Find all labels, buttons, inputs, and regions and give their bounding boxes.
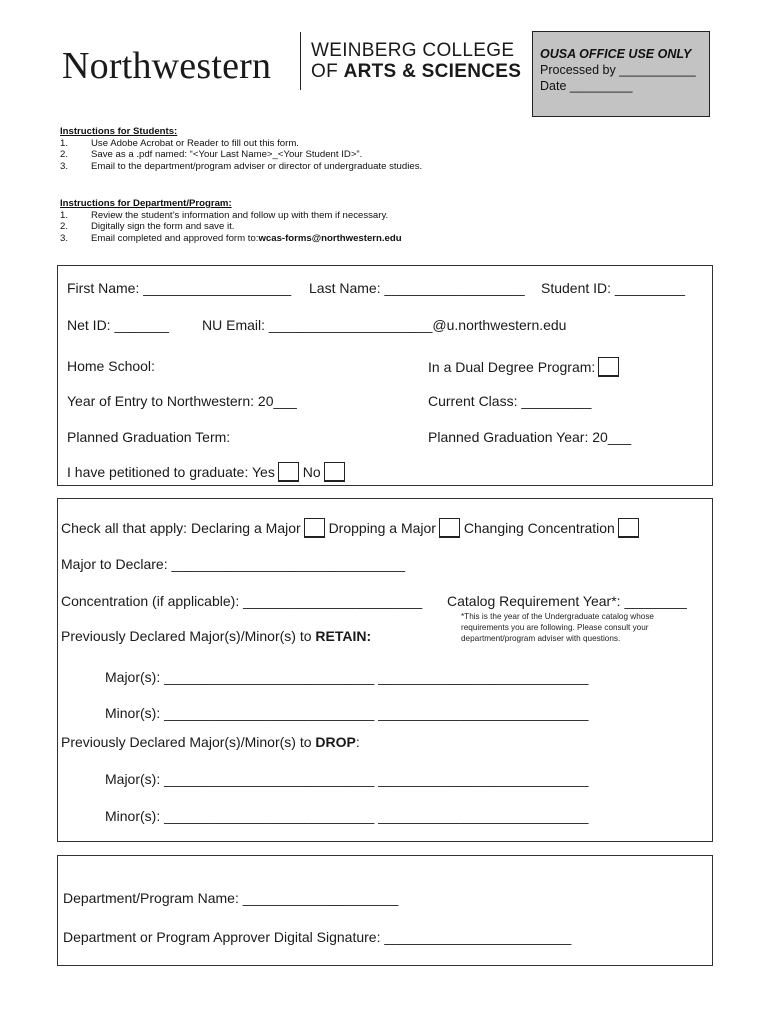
last-name-field[interactable]: Last Name: __________________ — [309, 280, 525, 296]
grad-year-field[interactable]: Planned Graduation Year: 20___ — [428, 429, 632, 445]
list-item: 3. Email completed and approved form to: wcas-forms@northwestern.edu — [60, 232, 402, 244]
dual-degree-field: In a Dual Degree Program: — [428, 357, 619, 377]
logo-line-2: OF ARTS & SCIENCES — [311, 61, 522, 82]
first-name-field[interactable]: First Name: ___________________ — [67, 280, 292, 296]
student-instructions — [60, 126, 422, 172]
wcas-email-link[interactable]: wcas-forms@northwestern.edu — [258, 232, 402, 244]
department-name-field[interactable]: Department/Program Name: ____________________ — [63, 890, 399, 906]
dropping-major-checkbox[interactable] — [439, 518, 460, 538]
department-section — [57, 855, 713, 966]
list-item: 2. Digitally sign the form and save it. — [60, 221, 235, 233]
home-school-field[interactable]: Home School: — [67, 358, 155, 374]
petition-no-checkbox[interactable] — [324, 462, 345, 482]
year-entry-field[interactable]: Year of Entry to Northwestern: 20___ — [67, 393, 297, 409]
retain-heading: Previously Declared Major(s)/Minor(s) to RETAIN: — [61, 628, 372, 644]
nu-email-field[interactable]: NU Email: _____________________@u.northwestern.edu — [202, 317, 567, 333]
net-id-field[interactable]: Net ID: _______ — [67, 317, 169, 333]
retain-major-field[interactable]: Major(s): ___________________________ ___________________________ — [105, 669, 589, 685]
major-declare-field[interactable]: Major to Declare: ______________________________ — [61, 556, 406, 572]
petition-field: I have petitioned to graduate: Yes No — [67, 462, 345, 482]
northwestern-logo: Northwestern — [62, 45, 272, 87]
current-class-field[interactable]: Current Class: _________ — [428, 393, 592, 409]
drop-heading: Previously Declared Major(s)/Minor(s) to DROP: — [61, 734, 360, 750]
office-date-field: Date _________ — [540, 79, 633, 93]
grad-term-field[interactable]: Planned Graduation Term: — [67, 429, 231, 445]
approver-signature-field[interactable]: Department or Program Approver Digital Signature: ________________________ — [63, 929, 572, 945]
student-id-field[interactable]: Student ID: _________ — [541, 280, 686, 296]
list-item: 1. Use Adobe Acrobat or Reader to fill out this form. — [60, 137, 299, 149]
office-use-box — [532, 31, 710, 117]
list-item: 3. Email to the department/program adviser or director of undergraduate studies. — [60, 160, 423, 172]
list-item: 2. Save as a .pdf named: “<Your Last Name>_<Your Student ID>”. — [60, 149, 363, 161]
weinberg-logo-text — [311, 40, 521, 82]
retain-minor-field[interactable]: Minor(s): ___________________________ ___________________________ — [105, 705, 589, 721]
student-instructions-heading: Instructions for Students: — [60, 126, 178, 137]
petition-yes-checkbox[interactable] — [278, 462, 299, 482]
dual-degree-checkbox[interactable] — [598, 357, 619, 377]
check-all-row: Check all that apply: Declaring a Major Dropping a Major Changing Concentration — [61, 518, 639, 538]
catalog-note: *This is the year of the Undergraduate catalog whose requirements you are following. Please consult your department/program adviser with questions. — [461, 612, 654, 643]
dept-instructions-heading: Instructions for Department/Program: — [60, 198, 232, 209]
catalog-year-field[interactable]: Catalog Requirement Year*: ________ — [447, 593, 687, 609]
dept-instructions — [60, 198, 402, 244]
declaring-major-checkbox[interactable] — [304, 518, 325, 538]
processed-by-field: Processed by ___________ — [540, 63, 696, 77]
list-item: 1. Review the student’s information and follow up with them if necessary. — [60, 209, 389, 221]
drop-minor-field[interactable]: Minor(s): ___________________________ ___________________________ — [105, 808, 589, 824]
logo-line-1: WEINBERG COLLEGE — [311, 40, 515, 61]
drop-major-field[interactable]: Major(s): ___________________________ ___________________________ — [105, 771, 589, 787]
office-use-title: OUSA OFFICE USE ONLY — [540, 47, 692, 61]
concentration-field[interactable]: Concentration (if applicable): _______________________ — [61, 593, 423, 609]
changing-concentration-checkbox[interactable] — [618, 518, 639, 538]
logo-divider — [300, 32, 301, 90]
